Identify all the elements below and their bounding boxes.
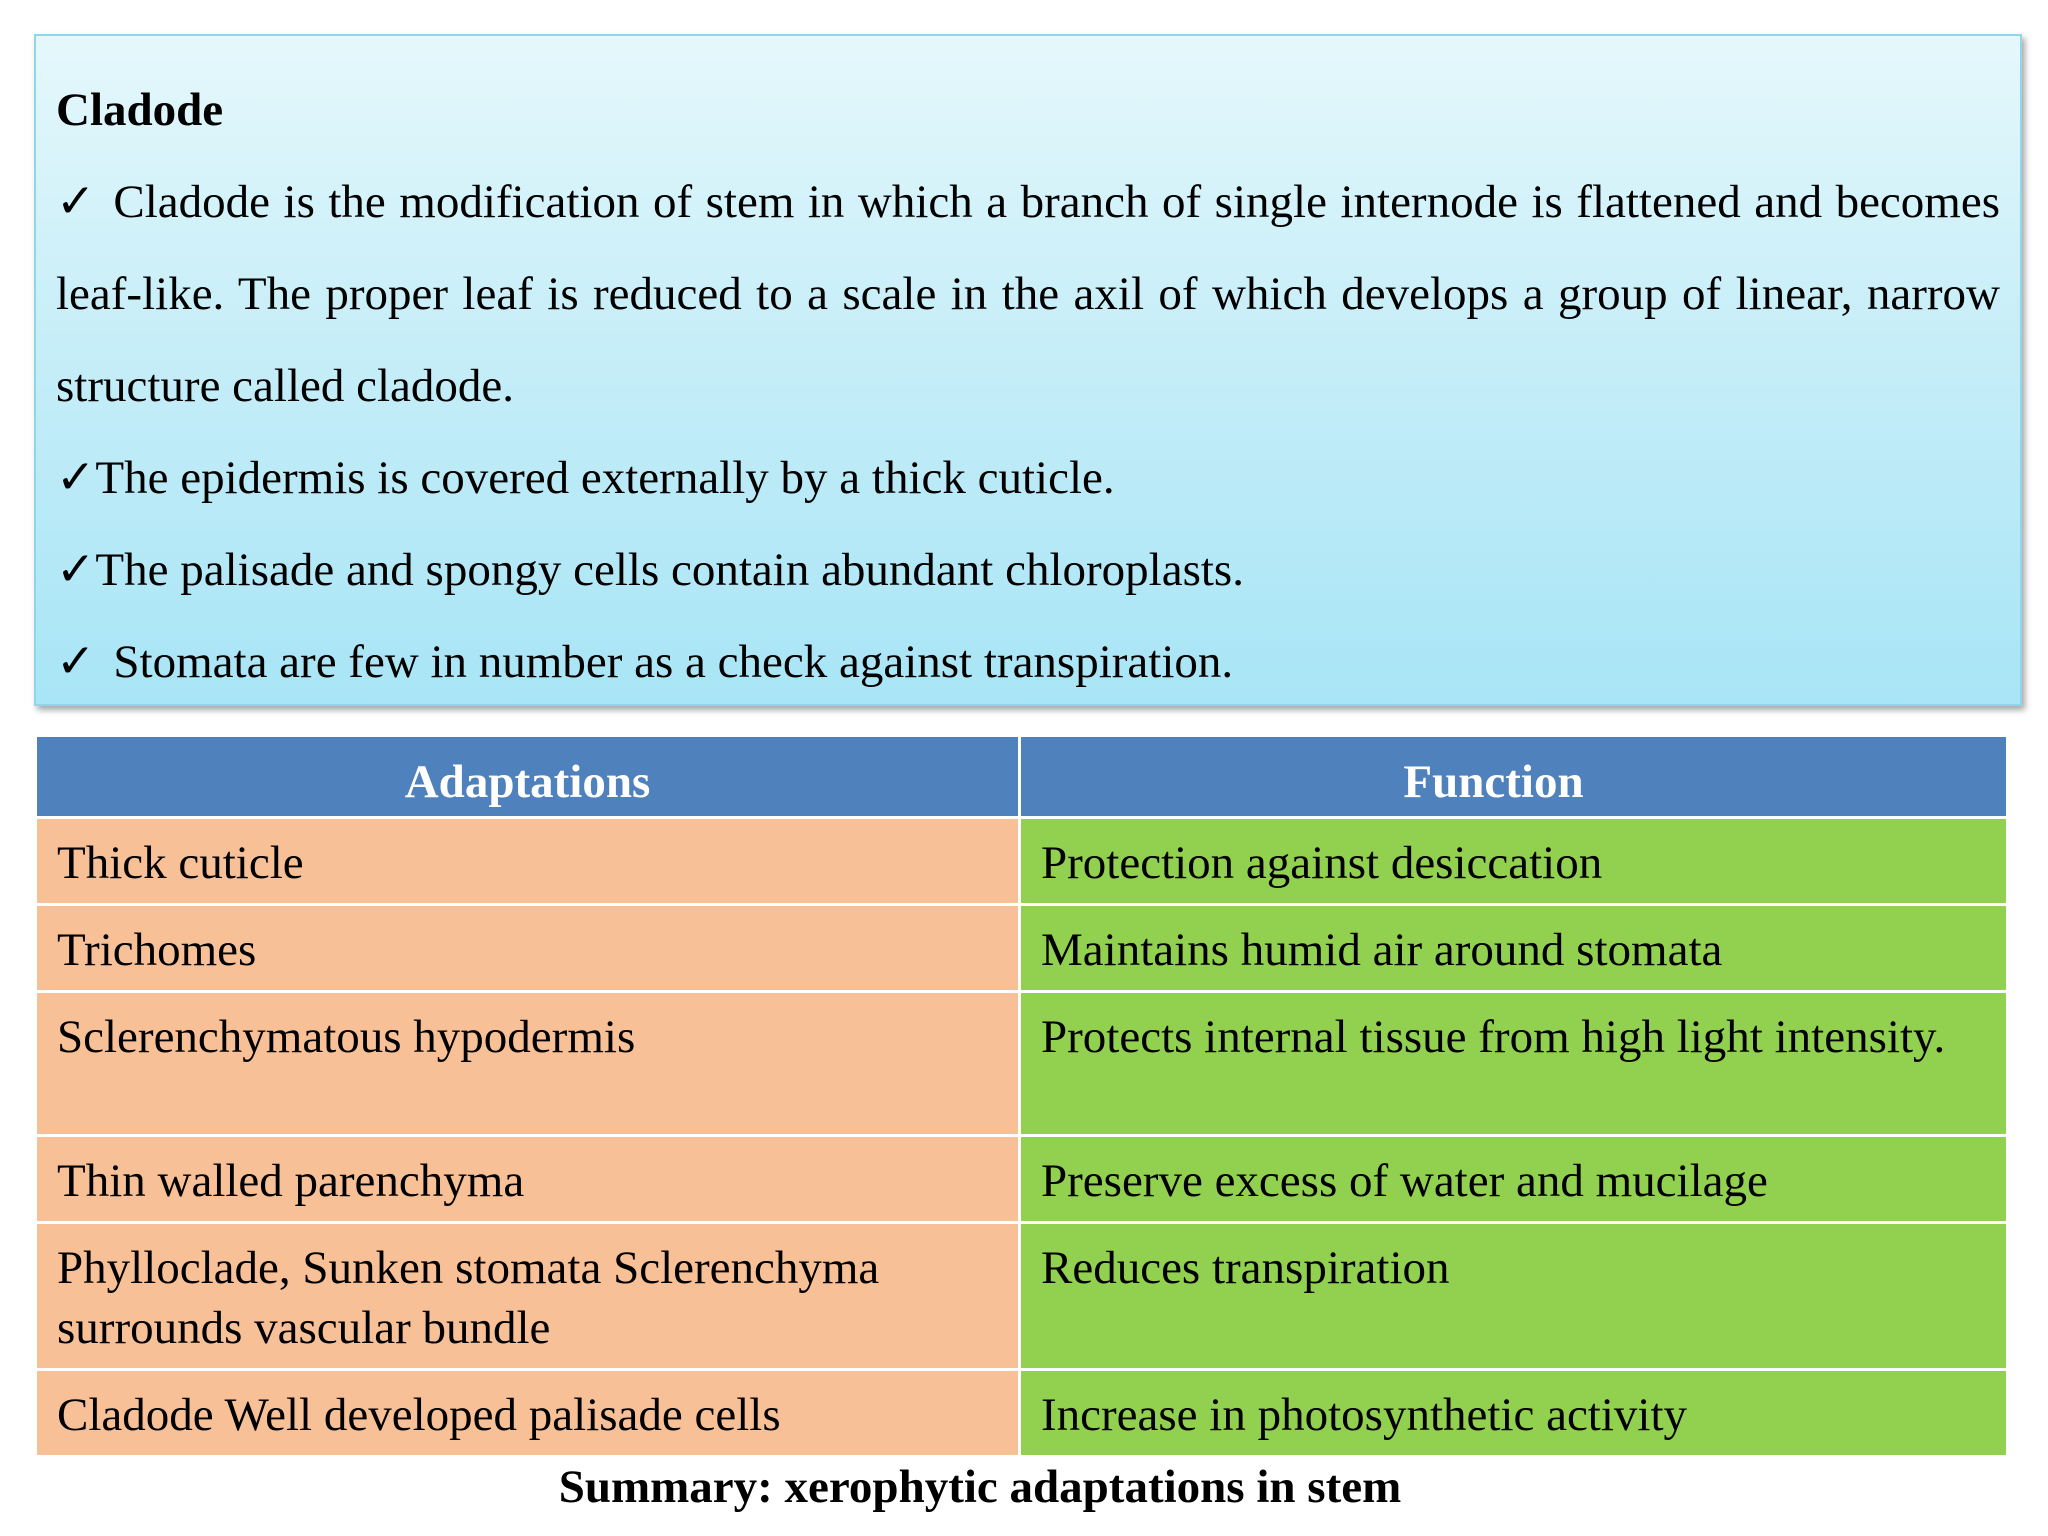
summary-caption: Summary: xerophytic adaptations in stem <box>558 1461 1402 1513</box>
header-adaptations: Adaptations <box>36 736 1020 818</box>
adaptation-cell: Sclerenchymatous hypodermis <box>36 992 1020 1136</box>
cladode-intro-text: Cladode is the modification of stem in which a branch of single internode is flattened and becomes leaf-like. The proper leaf is reduced to a scale in the axil of which develops a group of linear, narrow structure called cladode. <box>56 176 2000 412</box>
table-row <box>36 1223 2008 1370</box>
adaptation-cell: Cladode Well developed palisade cells <box>36 1370 1020 1457</box>
cladode-point <box>56 616 2000 708</box>
function-cell: Protection against desiccation <box>1020 818 2008 905</box>
cladode-point-text: The palisade and spongy cells contain abundant chloroplasts. <box>95 544 1244 596</box>
table-header-row <box>36 736 2008 818</box>
function-cell: Preserve excess of water and mucilage <box>1020 1136 2008 1223</box>
adaptation-cell: Phylloclade, Sunken stomata Sclerenchyma surrounds vascular bundle <box>36 1223 1020 1370</box>
function-cell: Maintains humid air around stomata <box>1020 905 2008 992</box>
check-mark-icon: ✓ <box>56 176 96 228</box>
cladode-info-box <box>34 34 2022 706</box>
check-mark-icon: ✓ <box>56 544 96 596</box>
function-cell: Increase in photosynthetic activity <box>1020 1370 2008 1457</box>
cladode-intro-paragraph <box>56 156 2000 432</box>
adaptation-cell: Trichomes <box>36 905 1020 992</box>
adaptation-cell: Thin walled parenchyma <box>36 1136 1020 1223</box>
adaptations-table <box>34 734 2009 1458</box>
table-row <box>36 1136 2008 1223</box>
table-row <box>36 905 2008 992</box>
cladode-heading: Cladode <box>56 84 224 136</box>
table-row <box>36 992 2008 1136</box>
header-function: Function <box>1020 736 2008 818</box>
cladode-point-text: The epidermis is covered externally by a thick cuticle. <box>95 452 1115 504</box>
check-mark-icon: ✓ <box>56 636 96 688</box>
check-mark-icon: ✓ <box>56 452 96 504</box>
table-row <box>36 818 2008 905</box>
function-cell: Protects internal tissue from high light intensity. <box>1020 992 2008 1136</box>
table-row <box>36 1370 2008 1457</box>
function-cell: Reduces transpiration <box>1020 1223 2008 1370</box>
adaptation-cell: Thick cuticle <box>36 818 1020 905</box>
cladode-point-text: Stomata are few in number as a check against transpiration. <box>113 636 1234 688</box>
cladode-point <box>56 432 2000 524</box>
cladode-point <box>56 524 2000 616</box>
